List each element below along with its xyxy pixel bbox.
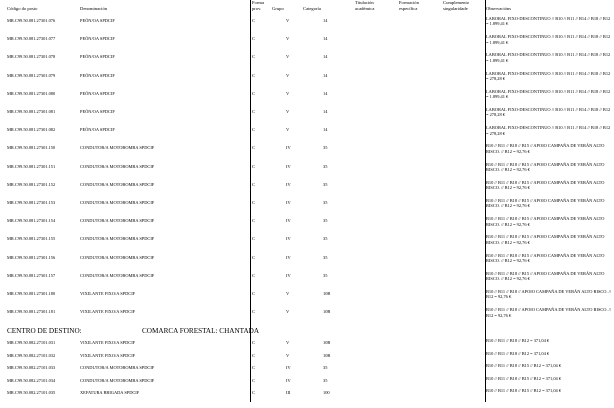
table-row bbox=[0, 52, 614, 72]
cell-code: MR.C99.50.082.27101.031 bbox=[7, 340, 56, 345]
cell-categoria: 35 bbox=[323, 218, 328, 224]
cell-code: MR.C99.50.082.27101.034 bbox=[7, 377, 56, 383]
header-complemento-1: Complemento bbox=[443, 0, 470, 5]
cell-grupo: IV bbox=[286, 254, 291, 260]
cell-observacions: B10 // B11 // B18 // B15 // APOIO CAMPAÑA DE VERÁN ALTO RISCO. // B12 = 92,76 € bbox=[486, 198, 605, 209]
header-formacion-1: Formación bbox=[399, 0, 419, 5]
cell-categoria: 35 bbox=[323, 254, 328, 260]
cell-categoria: 14 bbox=[323, 127, 328, 133]
cell-denomination: PEÓN/OA SPDCIF bbox=[80, 18, 115, 23]
cell-forma-prov: C bbox=[252, 72, 255, 78]
cell-forma-prov: C bbox=[252, 36, 255, 42]
table-row bbox=[0, 162, 614, 182]
table-row bbox=[0, 271, 614, 291]
cell-forma-prov: C bbox=[252, 145, 255, 151]
cell-observacions: B10 // B11 // B18 // B15 // APOIO CAMPAÑA DE VERÁN ALTO RISCO. // B12 = 92,76 € bbox=[486, 270, 605, 282]
cell-code: MR.C99.50.081.27301.078 bbox=[7, 54, 56, 60]
table-row bbox=[0, 253, 614, 273]
header-forma-prov-2: prov. bbox=[252, 6, 262, 11]
table-row bbox=[0, 234, 614, 254]
cell-forma-prov: C bbox=[252, 109, 255, 114]
header-titulacion-1: Titulación bbox=[355, 0, 374, 5]
cell-forma-prov: C bbox=[252, 272, 255, 278]
cell-denomination: CONDUTOR/A MOTOBOMBA SPDCIF bbox=[80, 272, 155, 278]
cell-code: MR.C99.50.081.27301.081 bbox=[7, 109, 56, 114]
cell-observacions: LABORAL FIXO-DESCONTINUO // B10 // B11 // B14 // B18 // B12 = 1.899,41 € bbox=[486, 52, 611, 63]
header-denomination: Denominación bbox=[80, 6, 108, 11]
cell-observacions: LABORAL FIXO-DESCONTINUO // B10 // B11 // B14 // B18 // B12 = 278,28 € bbox=[486, 70, 611, 81]
cell-denomination: PEÓN/OA SPDCIF bbox=[80, 54, 115, 60]
cell-code: MR.C99.50.081.27301.156 bbox=[7, 254, 56, 260]
cell-observacions: B10 // B11 // B18 // B15 // APOIO CAMPAÑA DE VERÁN ALTO RISCO. // B12 = 92,76 € bbox=[486, 252, 605, 263]
cell-denomination: XEFATURA BRIGADA SPDCIF bbox=[80, 390, 140, 396]
cell-grupo: IV bbox=[286, 145, 291, 151]
cell-categoria: 14 bbox=[323, 109, 328, 114]
cell-code: MR.C99.50.081.27301.155 bbox=[7, 236, 56, 242]
cell-forma-prov: C bbox=[252, 377, 255, 383]
table-row bbox=[0, 16, 614, 36]
cell-categoria: 14 bbox=[323, 36, 328, 42]
cell-categoria: 35 bbox=[323, 377, 328, 383]
cell-grupo: IV bbox=[286, 377, 291, 383]
table-row bbox=[0, 125, 614, 145]
cell-categoria: 10B bbox=[323, 291, 331, 296]
cell-code: MR.C99.50.081.27301.181 bbox=[7, 309, 56, 315]
cell-observacions: LABORAL FIXO-DESCONTINUO // B10 // B11 // B14 // B18 // B12 = 278,28 € bbox=[486, 107, 611, 118]
cell-forma-prov: C bbox=[252, 200, 255, 205]
cell-categoria: 35 bbox=[323, 365, 328, 371]
section-label: CENTRO DE DESTINO: bbox=[7, 327, 82, 335]
cell-denomination: CONDUTOR/A MOTOBOMBA SPDCIF bbox=[80, 145, 155, 151]
table-row bbox=[0, 307, 614, 327]
cell-code: MR.C99.50.081.27301.080 bbox=[7, 90, 56, 96]
cell-categoria: 14 bbox=[323, 54, 328, 60]
cell-forma-prov: C bbox=[252, 127, 255, 133]
cell-forma-prov: C bbox=[252, 254, 255, 260]
cell-categoria: 100 bbox=[323, 390, 330, 396]
cell-forma-prov: C bbox=[252, 90, 255, 96]
cell-code: MR.C99.50.081.27301.154 bbox=[7, 218, 56, 224]
table-row bbox=[0, 143, 614, 163]
cell-grupo: IV bbox=[286, 163, 291, 169]
cell-forma-prov: C bbox=[252, 163, 255, 169]
cell-categoria: 14 bbox=[323, 72, 328, 78]
cell-observacions: LABORAL FIXO-DESCONTINUO // B10 // B11 // B14 // B18 // B12 = 1.899,41 € bbox=[486, 16, 611, 27]
cell-code: MR.C99.50.081.27301.180 bbox=[7, 291, 56, 296]
cell-grupo: V bbox=[286, 54, 290, 60]
cell-observacions: B10 // B11 // B18 // B12 = 371,04 € bbox=[486, 350, 550, 356]
table-row bbox=[0, 180, 614, 200]
cell-categoria: 35 bbox=[323, 236, 328, 242]
header-categoria: Categoría bbox=[303, 6, 321, 11]
cell-grupo: V bbox=[286, 18, 290, 23]
cell-categoria: 35 bbox=[323, 272, 328, 278]
cell-grupo: IV bbox=[286, 365, 291, 371]
cell-categoria: 14 bbox=[323, 18, 328, 23]
cell-forma-prov: C bbox=[252, 218, 255, 224]
cell-code: MR.C99.50.081.27301.079 bbox=[7, 72, 56, 78]
cell-observacions: B10 // B11 // B18 // B12 = 371,04 € bbox=[486, 338, 550, 343]
header-complemento-2: singularidade bbox=[443, 6, 468, 11]
cell-observacions: B10 // B11 // B18 // B15 // APOIO CAMPAÑA DE VERÁN ALTO RISCO. // B12 = 92,76 € bbox=[486, 216, 605, 227]
cell-categoria: 10B bbox=[323, 309, 331, 315]
cell-code: MR.C99.50.081.27301.152 bbox=[7, 181, 56, 187]
table-row bbox=[0, 34, 614, 54]
cell-grupo: V bbox=[286, 352, 290, 358]
cell-observacions: LABORAL FIXO-DESCONTINUO // B10 // B11 // B14 // B18 // B12 = 278,28 € bbox=[486, 125, 611, 136]
table-row bbox=[0, 216, 614, 236]
cell-forma-prov: C bbox=[252, 309, 255, 315]
cell-denomination: PEÓN/OA SPDCIF bbox=[80, 36, 115, 42]
cell-denomination: VIXILANTE FIXO/A SPDCIF bbox=[80, 352, 136, 358]
cell-denomination: PEÓN/OA SPDCIF bbox=[80, 127, 115, 133]
cell-observacions: B10 // B11 // B18 // B15 // B12 = 371,04 € bbox=[486, 388, 562, 394]
cell-forma-prov: C bbox=[252, 18, 255, 23]
cell-grupo: IV bbox=[286, 272, 291, 278]
cell-denomination: CONDUTOR/A MOTOBOMBA SPDCIF bbox=[80, 218, 155, 224]
table-row bbox=[0, 289, 614, 309]
cell-observacions: B10 // B11 // B18 // APOIO CAMPAÑA DE VERÁN ALTO RISCO. // B12 = 92,76 € bbox=[486, 307, 612, 318]
cell-denomination: CONDUTOR/A MOTOBOMBA SPDCIF bbox=[80, 236, 155, 242]
table-row bbox=[0, 198, 614, 218]
cell-forma-prov: C bbox=[252, 340, 255, 345]
cell-categoria: 35 bbox=[323, 145, 328, 151]
cell-observacions: B10 // B11 // B18 // B15 // APOIO CAMPAÑA DE VERÁN ALTO RISCO. // B12 = 92,76 € bbox=[486, 161, 605, 172]
cell-forma-prov: C bbox=[252, 181, 255, 187]
cell-denomination: VIXILANTE FIXO/A SPDCIF bbox=[80, 309, 136, 315]
cell-code: MR.C99.50.081.27301.077 bbox=[7, 36, 56, 42]
cell-denomination: CONDUTOR/A MOTOBOMBA SPDCIF bbox=[80, 181, 155, 187]
cell-observacions: B10 // B11 // B18 // APOIO CAMPAÑA DE VERÁN ALTO RISCO. // B12 = 92,76 € bbox=[486, 289, 612, 300]
section-value: COMARCA FORESTAL: CHANTADA bbox=[142, 327, 260, 335]
cell-categoria: 35 bbox=[323, 200, 328, 205]
cell-grupo: IV bbox=[286, 236, 291, 242]
cell-grupo: V bbox=[286, 340, 290, 345]
header-forma-prov-1: Forma bbox=[252, 0, 264, 5]
header-formacion-2: específica bbox=[399, 6, 418, 11]
cell-code: MR.C99.50.082.27101.032 bbox=[7, 352, 56, 358]
table-row bbox=[0, 388, 614, 408]
cell-denomination: CONDUTOR/A MOTOBOMBA SPDCIF bbox=[80, 200, 155, 205]
cell-forma-prov: C bbox=[252, 291, 255, 296]
cell-denomination: CONDUTOR/A MOTOBOMBA SPDCIF bbox=[80, 254, 155, 260]
cell-forma-prov: C bbox=[252, 365, 255, 371]
cell-grupo: IV bbox=[286, 181, 291, 187]
cell-denomination: PEÓN/OA SPDCIF bbox=[80, 90, 115, 96]
header-titulacion-2: académica bbox=[355, 6, 375, 11]
cell-grupo: V bbox=[286, 309, 290, 315]
table-row bbox=[0, 71, 614, 91]
cell-grupo: V bbox=[286, 109, 290, 114]
cell-forma-prov: C bbox=[252, 352, 255, 358]
cell-observacions: LABORAL FIXO-DESCONTINUO // B10 // B11 // B14 // B18 // B12 = 1.899,41 € bbox=[486, 88, 611, 100]
table-row bbox=[0, 107, 614, 127]
cell-observacions: B10 // B11 // B18 // B15 // APOIO CAMPAÑA DE VERÁN ALTO RISCO. // B12 = 92,76 € bbox=[486, 179, 605, 191]
cell-grupo: V bbox=[286, 72, 290, 78]
header-code: Código do posto bbox=[7, 6, 38, 11]
cell-categoria: 14 bbox=[323, 90, 328, 96]
header-grupo: Grupo bbox=[272, 6, 284, 11]
cell-code: MR.C99.50.081.27301.157 bbox=[7, 272, 56, 278]
cell-denomination: CONDUTOR/A MOTOBOMBA SPDCIF bbox=[80, 163, 155, 169]
cell-observacions: B10 // B11 // B18 // B15 // APOIO CAMPAÑA DE VERÁN ALTO RISCO. // B12 = 92,76 € bbox=[486, 234, 605, 245]
cell-grupo: IV bbox=[286, 218, 291, 224]
cell-observacions: B10 // B11 // B18 // B15 // APOIO CAMPAÑA DE VERÁN ALTO RISCO. // B12 = 92,76 € bbox=[486, 143, 605, 154]
cell-denomination: PEÓN/OA SPDCIF bbox=[80, 109, 115, 114]
cell-grupo: III bbox=[286, 390, 291, 396]
cell-code: MR.C99.50.081.27301.082 bbox=[7, 127, 56, 133]
section-header bbox=[0, 327, 614, 337]
cell-denomination: CONDUTOR/A MOTOBOMBA SPDCIF bbox=[80, 365, 155, 371]
cell-grupo: V bbox=[286, 127, 290, 133]
cell-forma-prov: C bbox=[252, 390, 255, 396]
table-row bbox=[0, 89, 614, 109]
cell-grupo: V bbox=[286, 291, 290, 296]
cell-grupo: V bbox=[286, 90, 290, 96]
cell-denomination: PEÓN/OA SPDCIF bbox=[80, 72, 115, 78]
cell-categoria: 35 bbox=[323, 181, 328, 187]
cell-forma-prov: C bbox=[252, 236, 255, 242]
cell-code: MR.C99.50.081.27301.151 bbox=[7, 163, 56, 169]
cell-grupo: V bbox=[286, 36, 290, 42]
cell-categoria: 35 bbox=[323, 163, 328, 169]
cell-grupo: IV bbox=[286, 200, 291, 205]
cell-forma-prov: C bbox=[252, 54, 255, 60]
cell-code: MR.C99.50.082.27101.035 bbox=[7, 390, 56, 396]
cell-denomination: CONDUTOR/A MOTOBOMBA SPDCIF bbox=[80, 377, 155, 383]
cell-observacions: B10 // B11 // B18 // B15 // B12 = 371,04 € bbox=[486, 375, 562, 381]
cell-denomination: VIXILANTE FIXO/A SPDCIF bbox=[80, 340, 136, 345]
cell-denomination: VIXILANTE FIXO/A SPDCIF bbox=[80, 291, 136, 296]
cell-observacions: B10 // B11 // B18 // B15 // B12 = 371,04 € bbox=[486, 363, 562, 369]
cell-observacions: LABORAL FIXO-DESCONTINUO // B10 // B11 // B14 // B18 // B12 = 1.899,41 € bbox=[486, 34, 611, 45]
cell-code: MR.C99.50.082.27101.033 bbox=[7, 365, 56, 371]
header-observacions: Observacións bbox=[486, 6, 512, 11]
cell-code: MR.C99.50.081.27301.153 bbox=[7, 200, 56, 205]
cell-code: MR.C99.50.081.27301.150 bbox=[7, 145, 56, 151]
cell-code: MR.C99.50.081.27301.076 bbox=[7, 18, 56, 23]
cell-categoria: 10B bbox=[323, 352, 331, 358]
cell-categoria: 10B bbox=[323, 340, 331, 345]
